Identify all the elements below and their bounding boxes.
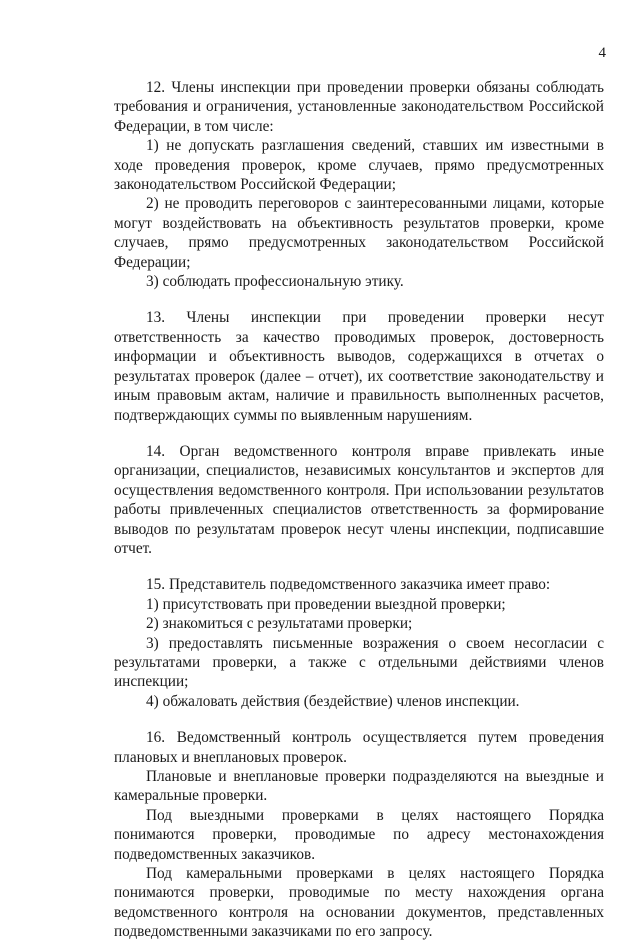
- section-13: [114, 308, 604, 424]
- paragraph: 12. Члены инспекции при проведении проверки обязаны соблюдать требования и ограничения, установленные законодательством Российской Федерации, в том числе:: [114, 79, 604, 135]
- paragraph: Под камеральными проверками в целях настоящего Порядка понимаются проверки, проводимые по месту нахождения органа ведомственного контроля на основании документов, представленных подведомственными заказчиками по его запросу.: [114, 865, 604, 941]
- paragraph: 14. Орган ведомственного контроля вправе привлекать иные организации, специалистов, независимых консультантов и экспертов для осуществления ведомственного контроля. При использовании результатов работы привлеченных специалистов ответственность за формирование выводов по результатам проверок несут члены инспекции, подписавшие отчет.: [114, 442, 604, 557]
- document-body: [114, 78, 604, 942]
- paragraph: 13. Члены инспекции при проведении проверки несут ответственность за качество проводимых проверок, достоверность информации и объективность выводов, содержащихся в отчетах о результатах проверок (далее – отчет), их соответствие законодательству и иным правовым актам, наличие и правильность выполненных расчетов, подтверждающих суммы по выявленным нарушениям.: [114, 309, 604, 424]
- section-12: [114, 78, 604, 291]
- section-14: [114, 442, 604, 558]
- section-15: [114, 575, 604, 711]
- list-item: 2) знакомиться с результатами проверки;: [146, 615, 413, 633]
- list-item: 3) соблюдать профессиональную этику.: [146, 273, 404, 291]
- list-item: 4) обжаловать действия (бездействие) членов инспекции.: [146, 692, 520, 710]
- paragraph: 15. Представитель подведомственного заказчика имеет право:: [146, 576, 551, 594]
- page-number: 4: [598, 45, 606, 61]
- paragraph: Под выездными проверками в целях настоящего Порядка понимаются проверки, проводимые по адресу местонахождения подведомственных заказчиков.: [114, 806, 604, 863]
- paragraph: 16. Ведомственный контроль осуществляется путем проведения плановых и внеплановых проверок.: [114, 729, 604, 766]
- paragraph: Плановые и внеплановые проверки подразделяются на выездные и камеральные проверки.: [114, 768, 604, 805]
- section-16: [114, 728, 604, 941]
- list-item: 3) предоставлять письменные возражения о своем несогласии с результатами проверки, а также с отдельными действиями членов инспекции;: [114, 634, 604, 691]
- list-item: 2) не проводить переговоров с заинтересованными лицами, которые могут воздействовать на объективность результатов проверки, кроме случаев, прямо предусмотренных законодательством Российской Федерации;: [114, 195, 604, 271]
- list-item: 1) присутствовать при проведении выездной проверки;: [146, 595, 506, 613]
- list-item: 1) не допускать разглашения сведений, ставших им известными в ходе проведения проверок, кроме случаев, прямо предусмотренных законодательством Российской Федерации;: [114, 137, 604, 194]
